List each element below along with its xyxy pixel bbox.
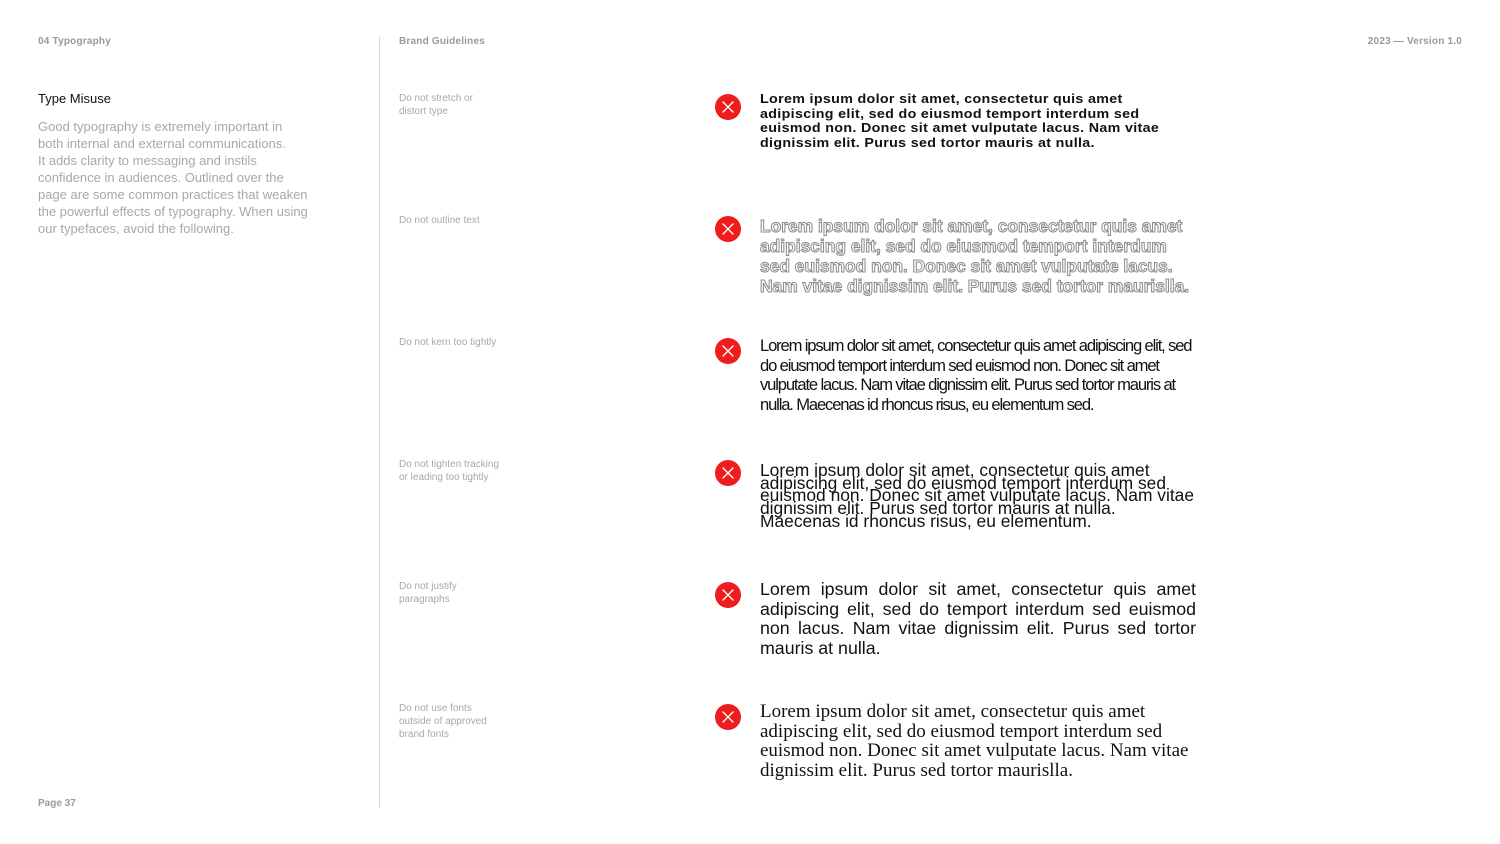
sample-text-justified: Lorem ipsum dolor sit amet, consectetur quis amet adipiscing elit, sed do temport interdum sed euismod non lacus. Nam vitae dignissim elit. Purus sed tortor mauris at nulla. xyxy=(760,579,1196,658)
sample-text-tight-kerning: Lorem ipsum dolor sit amet, consectetur quis amet adipiscing elit, sed do eiusmod temport interdum sed euismod non. Donec sit amet vulputate lacus. Nam vitae dignissim elit. Purus sed tortor mauris at nulla. Maecenas id rhoncus risus, eu elementum sed. xyxy=(760,336,1192,414)
sample-text-wrong-font: Lorem ipsum dolor sit amet, consectetur quis amet adipiscing elit, sed do eiusmod temport interdum sed euismod non. Donec sit amet vulputate lacus. Nam vitae dignissim elit. Purus sed tortor maurislla. xyxy=(760,701,1189,781)
rule-label: Do not justify paragraphs xyxy=(399,581,457,605)
rule-label: Do not tighten tracking or leading too tightly xyxy=(399,459,500,483)
sample-text-tight-leading: Lorem ipsum dolor sit amet, consectetur quis amet adipiscing elit, sed do eiusmod temport interdum sed euismod non. Donec sit amet vulputate lacus. Nam vitae dignissim elit. Purus sed tortor mauris at nulla. Maecenas id rhoncus risus, eu elementum. xyxy=(760,460,1195,531)
rule-row-justify xyxy=(0,580,1500,702)
intro-body: Good typography is extremely important in both internal and external communications. It adds clarity to messaging and instils confidence in audiences. Outlined over the page are some common practices that weaken the powerful effects of typography. When using our typefaces, avoid the following. xyxy=(38,119,308,236)
error-x-icon xyxy=(715,94,741,120)
error-x-icon xyxy=(715,704,741,730)
version-label: 2023 — Version 1.0 xyxy=(1367,36,1462,47)
error-x-icon xyxy=(715,216,741,242)
intro-title: Type Misuse xyxy=(38,91,111,106)
sample-text-outlined: Lorem ipsum dolor sit amet, consectetur quis amet adipiscing elit, sed do eiusmod temport interdum sed euismod non. Donec sit amet vulputate lacus. Nam vitae dignissim elit. Purus sed tortor maurislla. xyxy=(760,216,1190,296)
page-number: Page 37 xyxy=(38,798,76,809)
rule-row-leading xyxy=(0,458,1500,580)
error-x-icon xyxy=(715,338,741,364)
brand-label: Brand Guidelines xyxy=(399,36,485,47)
rule-label: Do not stretch or distort type xyxy=(399,93,473,117)
rule-row-kerning xyxy=(0,336,1500,458)
rule-row-fonts xyxy=(0,702,1500,824)
rule-label: Do not outline text xyxy=(399,215,480,226)
rule-row-stretch xyxy=(0,92,1500,214)
error-x-icon xyxy=(715,460,741,486)
rule-label: Do not kern too tightly xyxy=(399,337,497,348)
sample-text-stretched: Lorem ipsum dolor sit amet, consectetur quis amet adipiscing elit, sed do eiusmod temport interdum sed euismod non. Donec sit amet vulputate lacus. Nam vitae dignissim elit. Purus sed tortor mauris at nulla. xyxy=(760,91,1160,150)
section-label: 04 Typography xyxy=(38,36,111,47)
rule-label: Do not use fonts outside of approved brand fonts xyxy=(399,703,487,740)
error-x-icon xyxy=(715,582,741,608)
rule-row-outline xyxy=(0,214,1500,336)
